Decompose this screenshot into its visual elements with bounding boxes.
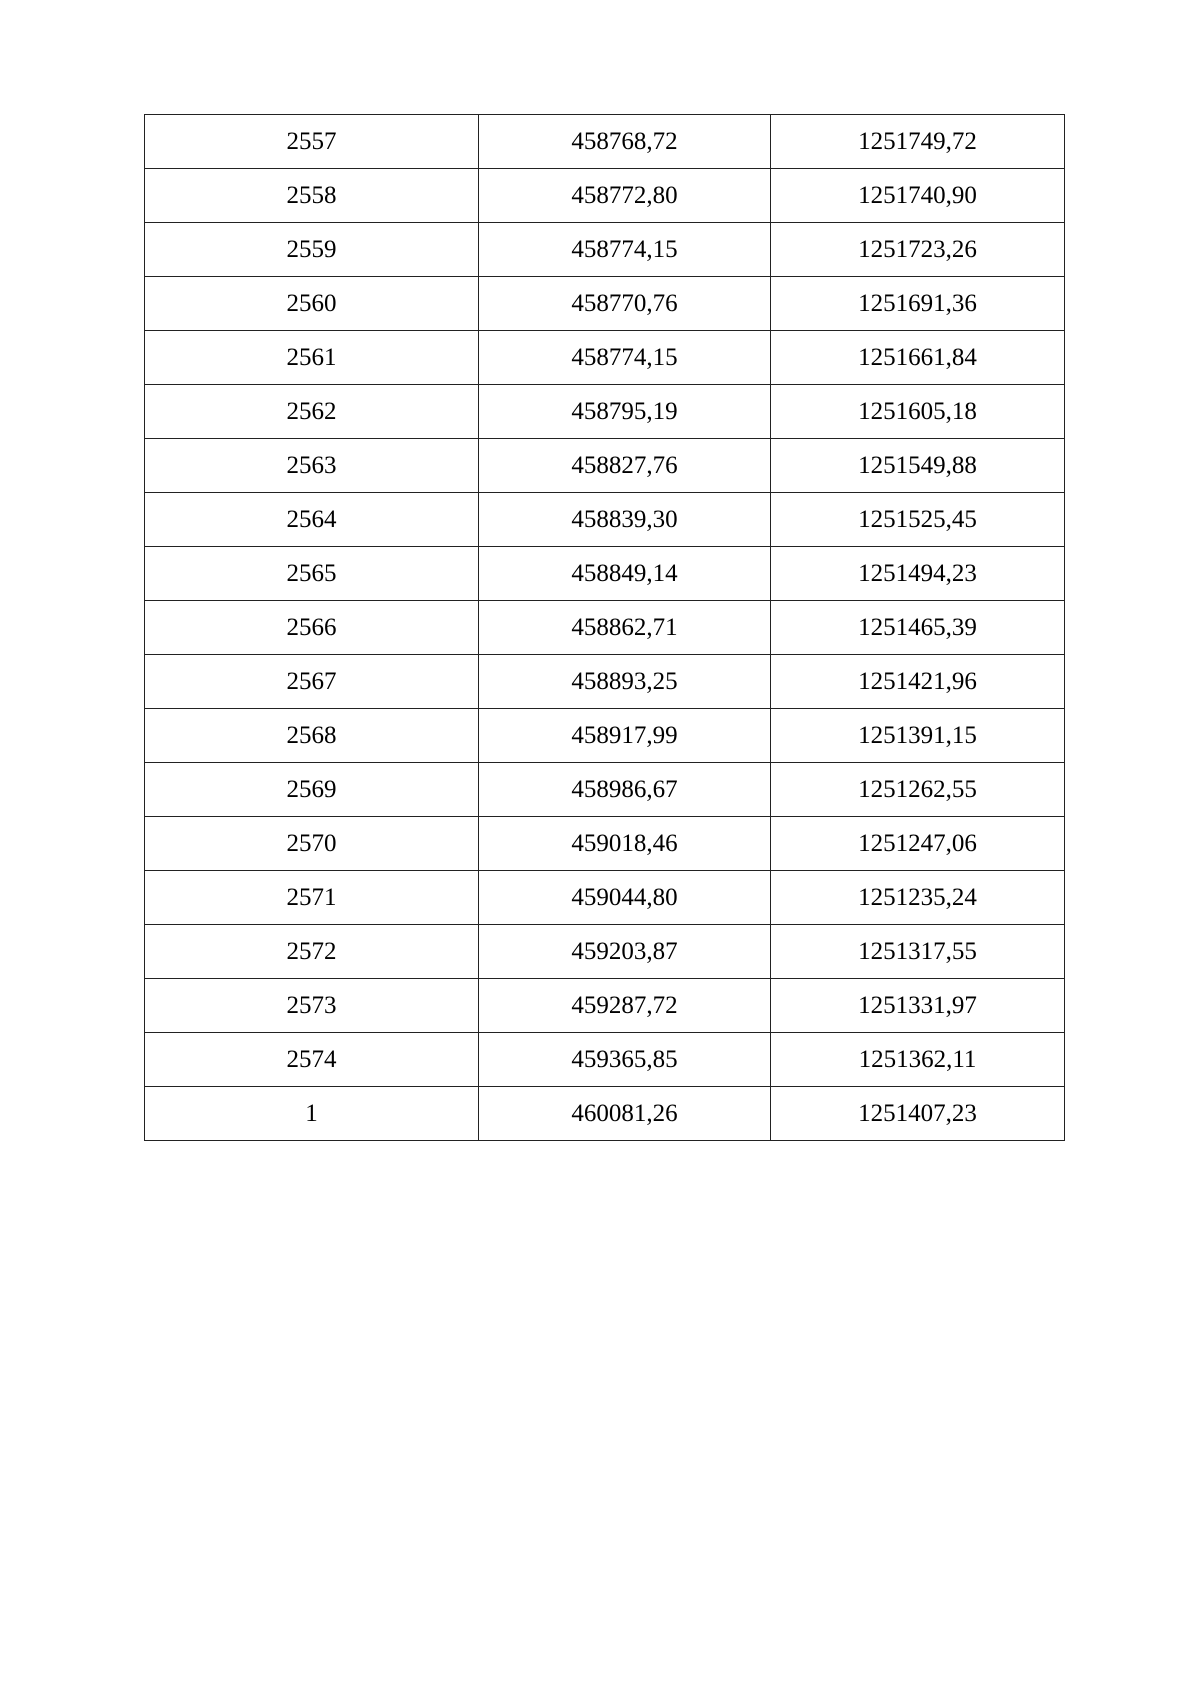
point-number-cell: 2574 (145, 1033, 479, 1087)
y-coordinate-cell: 1251391,15 (771, 709, 1065, 763)
table-row (145, 1033, 1065, 1087)
x-coordinate-cell: 458774,15 (479, 223, 771, 277)
y-coordinate-cell: 1251235,24 (771, 871, 1065, 925)
y-coordinate-cell: 1251740,90 (771, 169, 1065, 223)
y-coordinate-cell: 1251605,18 (771, 385, 1065, 439)
x-coordinate-cell: 459365,85 (479, 1033, 771, 1087)
table-row (145, 169, 1065, 223)
y-coordinate-cell: 1251247,06 (771, 817, 1065, 871)
point-number-cell: 2561 (145, 331, 479, 385)
y-coordinate-cell: 1251494,23 (771, 547, 1065, 601)
table-row (145, 331, 1065, 385)
x-coordinate-cell: 458862,71 (479, 601, 771, 655)
x-coordinate-cell: 459044,80 (479, 871, 771, 925)
point-number-cell: 2566 (145, 601, 479, 655)
x-coordinate-cell: 459287,72 (479, 979, 771, 1033)
table-row (145, 277, 1065, 331)
x-coordinate-cell: 458772,80 (479, 169, 771, 223)
point-number-cell: 2567 (145, 655, 479, 709)
x-coordinate-cell: 458827,76 (479, 439, 771, 493)
y-coordinate-cell: 1251362,11 (771, 1033, 1065, 1087)
y-coordinate-cell: 1251407,23 (771, 1087, 1065, 1141)
x-coordinate-cell: 458986,67 (479, 763, 771, 817)
table-row (145, 925, 1065, 979)
table-row (145, 601, 1065, 655)
x-coordinate-cell: 459018,46 (479, 817, 771, 871)
point-number-cell: 2560 (145, 277, 479, 331)
point-number-cell: 2562 (145, 385, 479, 439)
coordinates-table-body (145, 115, 1065, 1141)
table-row (145, 547, 1065, 601)
x-coordinate-cell: 459203,87 (479, 925, 771, 979)
y-coordinate-cell: 1251691,36 (771, 277, 1065, 331)
table-row (145, 115, 1065, 169)
point-number-cell: 2573 (145, 979, 479, 1033)
x-coordinate-cell: 458849,14 (479, 547, 771, 601)
point-number-cell: 2571 (145, 871, 479, 925)
point-number-cell: 2564 (145, 493, 479, 547)
table-row (145, 979, 1065, 1033)
table-row (145, 709, 1065, 763)
point-number-cell: 2565 (145, 547, 479, 601)
y-coordinate-cell: 1251749,72 (771, 115, 1065, 169)
point-number-cell: 2568 (145, 709, 479, 763)
table-row (145, 1087, 1065, 1141)
x-coordinate-cell: 460081,26 (479, 1087, 771, 1141)
table-row (145, 763, 1065, 817)
table-row (145, 223, 1065, 277)
y-coordinate-cell: 1251317,55 (771, 925, 1065, 979)
table-row (145, 655, 1065, 709)
y-coordinate-cell: 1251331,97 (771, 979, 1065, 1033)
table-row (145, 493, 1065, 547)
y-coordinate-cell: 1251262,55 (771, 763, 1065, 817)
point-number-cell: 2557 (145, 115, 479, 169)
table-row (145, 871, 1065, 925)
x-coordinate-cell: 458917,99 (479, 709, 771, 763)
table-row (145, 385, 1065, 439)
point-number-cell: 2558 (145, 169, 479, 223)
y-coordinate-cell: 1251723,26 (771, 223, 1065, 277)
coordinates-table (144, 114, 1065, 1141)
y-coordinate-cell: 1251465,39 (771, 601, 1065, 655)
x-coordinate-cell: 458839,30 (479, 493, 771, 547)
x-coordinate-cell: 458770,76 (479, 277, 771, 331)
point-number-cell: 2570 (145, 817, 479, 871)
y-coordinate-cell: 1251549,88 (771, 439, 1065, 493)
y-coordinate-cell: 1251421,96 (771, 655, 1065, 709)
x-coordinate-cell: 458774,15 (479, 331, 771, 385)
x-coordinate-cell: 458795,19 (479, 385, 771, 439)
y-coordinate-cell: 1251661,84 (771, 331, 1065, 385)
point-number-cell: 2559 (145, 223, 479, 277)
x-coordinate-cell: 458893,25 (479, 655, 771, 709)
point-number-cell: 1 (145, 1087, 479, 1141)
y-coordinate-cell: 1251525,45 (771, 493, 1065, 547)
point-number-cell: 2563 (145, 439, 479, 493)
table-row (145, 817, 1065, 871)
x-coordinate-cell: 458768,72 (479, 115, 771, 169)
point-number-cell: 2569 (145, 763, 479, 817)
point-number-cell: 2572 (145, 925, 479, 979)
table-row (145, 439, 1065, 493)
